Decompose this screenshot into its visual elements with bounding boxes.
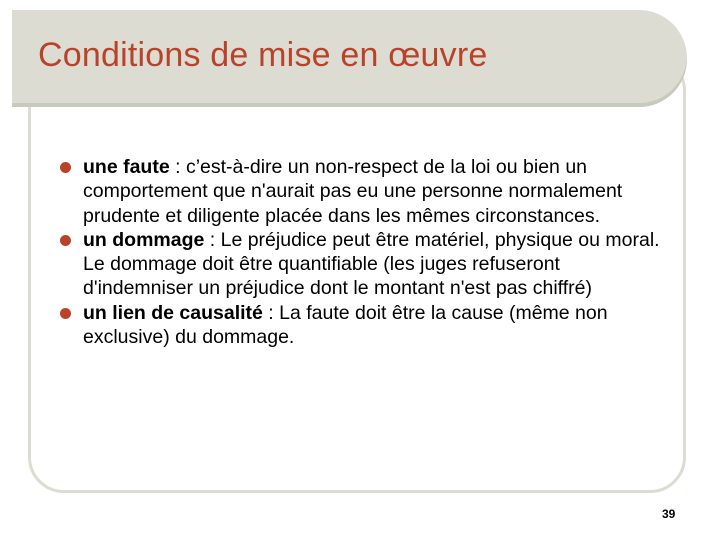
bullet-list: [60, 155, 670, 349]
page-number: 39: [662, 507, 676, 521]
bullet-term: un dommage: [83, 228, 205, 251]
bullet-term: une faute: [83, 156, 170, 178]
bullet-text: : c’est-à-dire un non-respect de la loi ou bien un comportement que n'aurait pas eu une personne normalement prudente et diligente placée dans les mêmes circonstances.: [83, 156, 623, 227]
bullet-dot-icon: [60, 308, 71, 319]
bullet-dot-icon: [60, 235, 71, 246]
bullet-item-dommage: [60, 228, 670, 301]
bullet-item-faute: [60, 155, 670, 228]
bullet-term: un lien de causalité: [83, 301, 263, 324]
bullet-item-causalite: [60, 301, 670, 350]
slide-title: Conditions de mise en œuvre: [38, 36, 488, 74]
bullet-text: : Le préjudice peut être matériel, physique ou moral. Le dommage doit être quantifiable (les juges refuseront d'indemniser un préjudice dont le montant n'est pas chiffré): [83, 228, 660, 300]
bullet-text: : La faute doit être la cause (même non exclusive) du dommage.: [83, 301, 608, 349]
bullet-dot-icon: [60, 162, 71, 173]
